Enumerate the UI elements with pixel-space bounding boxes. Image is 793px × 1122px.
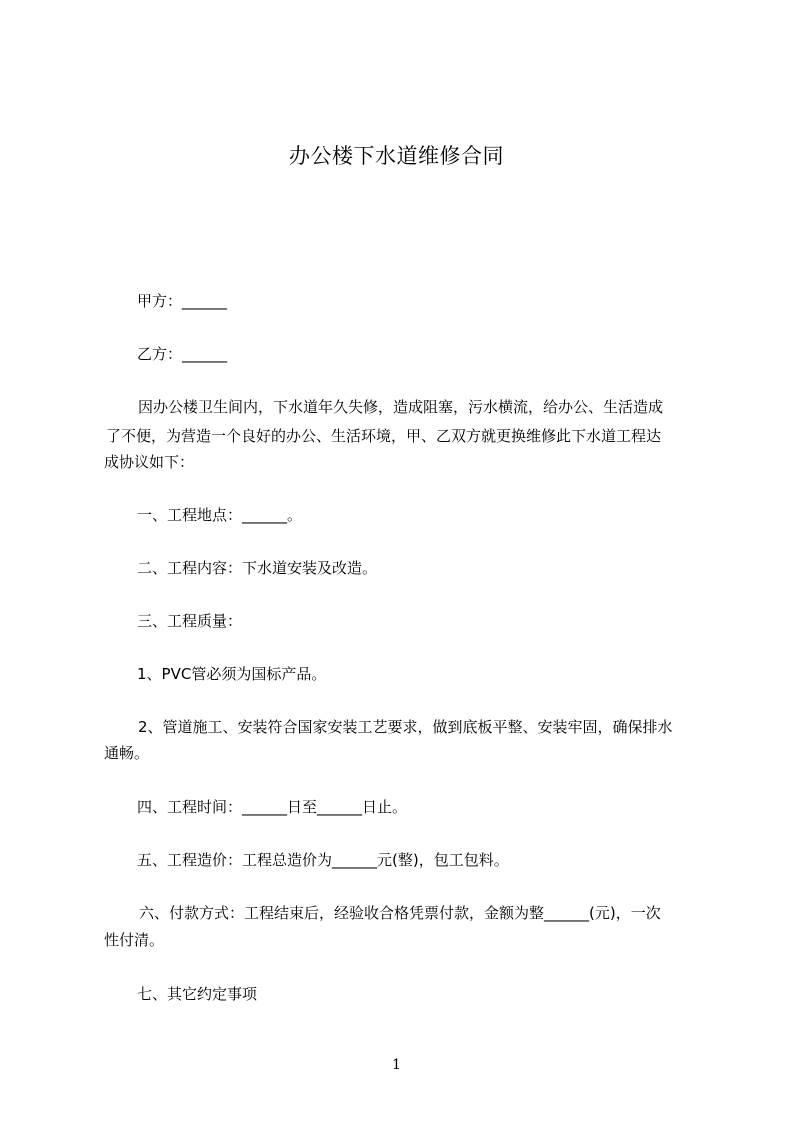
clause-quality: 三、工程质量：: [137, 612, 243, 630]
clause-quality-item-2-line-2: 通畅。: [104, 744, 150, 762]
party-b-line: 乙方：______: [137, 345, 228, 363]
clause-payment-line-1: 六、付款方式：工程结束后，经验收合格凭票付款，金额为整______(元)，一次: [139, 904, 661, 922]
clause-location: 一、工程地点：______。: [137, 506, 303, 524]
clause-payment-line-2: 性付清。: [104, 931, 165, 949]
page-number: 1: [392, 1057, 401, 1073]
clause-quality-item-2-line-1: 2、管道施工、安装符合国家安装工艺要求，做到底板平整、安装牢固，确保排水: [138, 718, 673, 736]
clause-content: 二、工程内容：下水道安装及改造。: [137, 559, 378, 577]
clause-quality-item-1: 1、PVC管必须为国标产品。: [137, 665, 327, 683]
intro-line-3: 成协议如下：: [104, 453, 195, 471]
party-a-line: 甲方：______: [137, 292, 228, 310]
clause-other: 七、其它约定事项: [137, 985, 258, 1003]
clause-cost: 五、工程造价：工程总造价为______元(整)，包工包料。: [137, 851, 509, 869]
intro-line-1: 因办公楼卫生间内，下水道年久失修，造成阻塞，污水横流，给办公、生活造成: [138, 398, 664, 416]
document-title: 办公楼下水道维修合同: [289, 144, 504, 168]
clause-time: 四、工程时间：______日至______日止。: [137, 798, 408, 816]
intro-line-2: 了不便，为营造一个良好的办公、生活环境，甲、乙双方就更换维修此下水道工程达: [106, 427, 662, 445]
